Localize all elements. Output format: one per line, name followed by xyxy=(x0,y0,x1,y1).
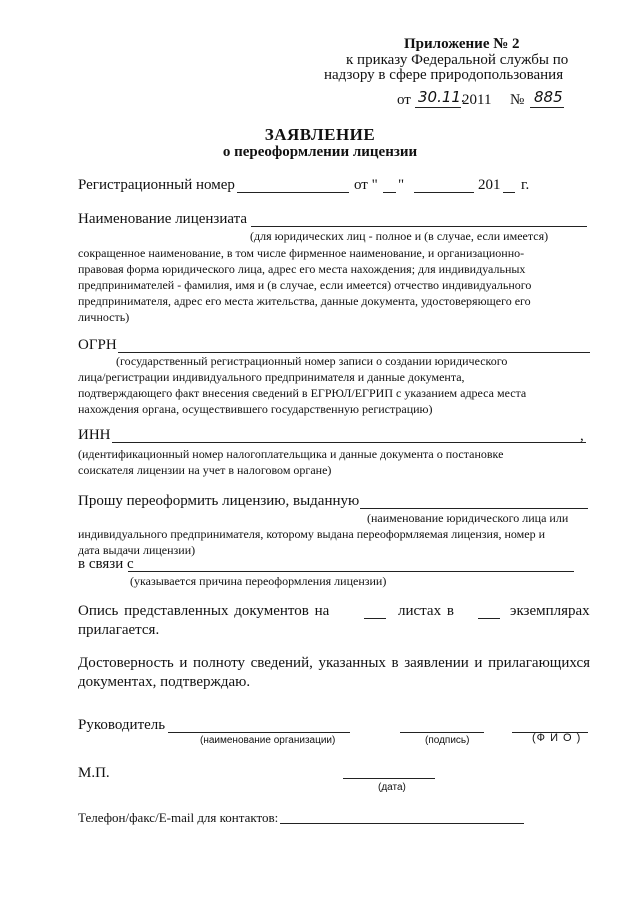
signature-hint: (подпись) xyxy=(425,735,470,746)
appendix-date-prefix: от xyxy=(397,92,411,108)
signature-field[interactable] xyxy=(400,732,484,733)
request-hint-first: (наименование юридического лица или xyxy=(367,511,569,525)
document-title: ЗАЯВЛЕНИЕ xyxy=(264,125,376,144)
reason-label: в связи с xyxy=(78,556,134,572)
reason-field[interactable] xyxy=(128,571,574,572)
licensee-hint-line-3: предпринимателей - фамилия, имя и (в случае, если имеется) отчество индивидуального xyxy=(78,278,532,292)
appendix-line-1: к приказу Федеральной службы по xyxy=(346,52,569,68)
inn-hint-line-1: (идентификационный номер налогоплательщика и данные документа о постановке xyxy=(78,447,504,461)
registration-year-label: 201 xyxy=(478,177,501,193)
ogrn-hint-line-3: подтверждающего факт внесения сведений в ЕГРЮЛ/ЕГРИП с указанием адреса места xyxy=(78,386,527,400)
confirmation-line-1: Достоверность и полноту сведений, указанных в заявлении и прилагающихся xyxy=(78,655,590,671)
appendix-number-handwritten: 885 xyxy=(534,88,563,106)
appendix-number-underline xyxy=(530,107,564,108)
licensee-hint-line-2: правовая форма юридического лица, адрес его места нахождения; для индивидуальных xyxy=(78,262,526,276)
org-name-hint: (наименование организации) xyxy=(200,735,336,746)
ogrn-hint-line-4: нахождения органа, осуществившего государственную регистрацию) xyxy=(78,402,433,416)
appendix-title: Приложение № 2 xyxy=(404,36,520,52)
registration-year-field[interactable] xyxy=(503,192,515,193)
licensee-hint-line-5: личность) xyxy=(78,310,130,324)
registration-quote-close: " xyxy=(398,177,405,193)
date-hint: (дата) xyxy=(378,782,406,793)
request-licensee-field[interactable] xyxy=(360,508,588,509)
ogrn-hint-line-2: лица/регистрации индивидуального предпринимателя и данные документа, xyxy=(78,370,465,384)
registration-number-field[interactable] xyxy=(237,192,349,193)
inventory-text-a: Опись представленных документов на xyxy=(78,603,330,619)
reason-hint: (указывается причина переоформления лицензии) xyxy=(130,574,387,588)
request-label: Прошу переоформить лицензию, выданную xyxy=(78,493,360,509)
registration-year-suffix: г. xyxy=(521,177,530,193)
org-name-field[interactable] xyxy=(168,732,350,733)
inventory-text-c: экземплярах xyxy=(510,603,590,619)
ogrn-label: ОГРН xyxy=(78,337,117,353)
ogrn-hint-line-1: (государственный регистрационный номер записи о создании юридического xyxy=(116,354,508,368)
appendix-line-2: надзору в сфере природопользования xyxy=(324,67,564,83)
registration-day-field[interactable] xyxy=(383,192,396,193)
contacts-field[interactable] xyxy=(280,823,524,824)
registration-label: Регистрационный номер xyxy=(78,177,235,193)
licensee-name-field[interactable] xyxy=(251,226,587,227)
registration-from-label: от " xyxy=(354,177,378,193)
licensee-hint-line-1: сокращенное наименование, в том числе фирменное наименование, и организационно- xyxy=(78,246,525,260)
inventory-text-b: листах в xyxy=(398,603,454,619)
inn-comma: , xyxy=(580,428,584,444)
appendix-year: 2011 xyxy=(462,92,492,108)
licensee-hint-first: (для юридических лиц - полное и (в случае, если имеется) xyxy=(250,229,549,243)
inventory-line-2: прилагается. xyxy=(78,622,160,638)
inn-label: ИНН xyxy=(78,427,111,443)
document-subtitle: о переоформлении лицензии xyxy=(222,144,418,160)
licensee-label: Наименование лицензиата xyxy=(78,211,248,227)
request-hint-line-2: дата выдачи лицензии) xyxy=(78,543,196,557)
inventory-sheets-field[interactable] xyxy=(364,618,386,619)
appendix-date-handwritten: 30.11. xyxy=(418,88,466,106)
registration-month-field[interactable] xyxy=(414,192,474,193)
inn-field[interactable] xyxy=(112,442,586,443)
confirmation-line-2: документах, подтверждаю. xyxy=(78,674,251,690)
appendix-number-prefix: № xyxy=(510,92,525,108)
head-label: Руководитель xyxy=(78,717,166,733)
stamp-label: М.П. xyxy=(78,765,110,781)
contacts-label: Телефон/факс/E-mail для контактов: xyxy=(78,810,279,825)
appendix-date-underline xyxy=(415,107,461,108)
date-field[interactable] xyxy=(343,778,435,779)
inventory-copies-field[interactable] xyxy=(478,618,500,619)
request-hint-line-1: индивидуального предпринимателя, которому выдана переоформляемая лицензия, номер и xyxy=(78,527,546,541)
inn-hint-line-2: соискателя лицензии на учет в налоговом органе) xyxy=(78,463,332,477)
fio-hint: (Ф И О ) xyxy=(532,732,582,744)
licensee-hint-line-4: предпринимателя, адрес его места жительства, данные документа, удостоверяющего его xyxy=(78,294,531,308)
